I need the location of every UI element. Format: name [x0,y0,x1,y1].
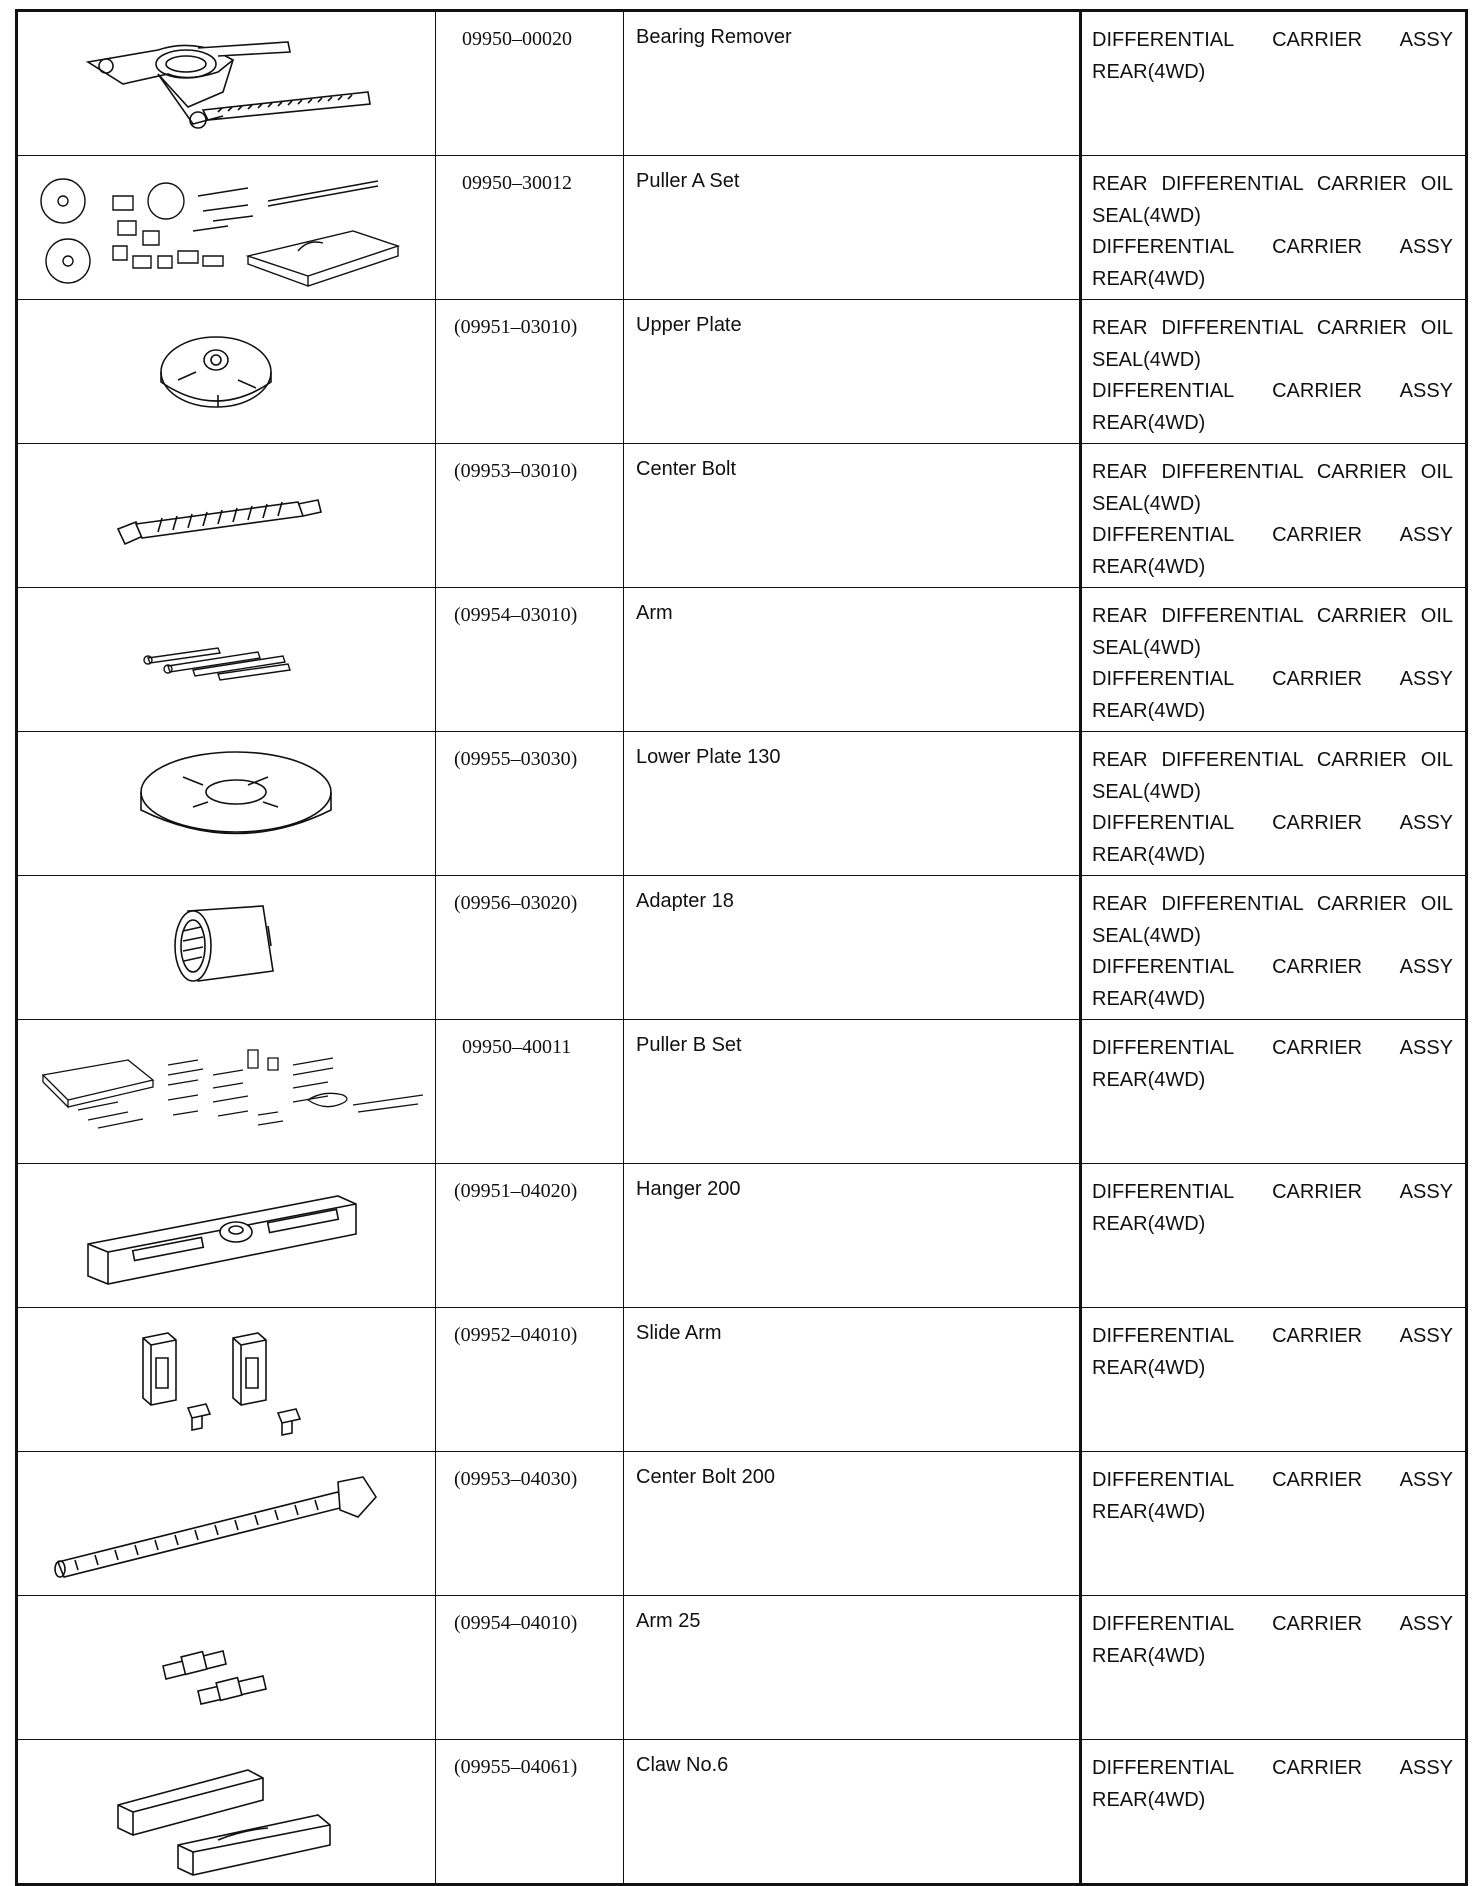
tool-row [17,588,1467,732]
puller-a-set-icon [18,156,435,299]
tool-name: Upper Plate [636,314,742,336]
usage-line: REAR(4WD) [1092,1068,1206,1091]
arm-25-icon [18,1596,435,1739]
part-number: 09950–00020 [462,28,572,50]
tool-illustration-cell [17,1164,436,1308]
special-service-tools-table [15,9,1468,1886]
tool-row [17,1596,1467,1740]
center-bolt-200-icon [18,1452,435,1595]
tool-name: Bearing Remover [636,26,792,48]
usage-line: DIFFERENTIAL CARRIER ASSY [1092,1757,1453,1779]
part-number: 09950–30012 [462,172,572,194]
tool-name-cell [624,11,1081,156]
tool-illustration-cell [17,1308,436,1452]
tool-row [17,732,1467,876]
claw-icon [18,1740,435,1883]
usage-line: REAR DIFFERENTIAL CARRIER OIL [1092,893,1453,915]
usage-line: DIFFERENTIAL CARRIER ASSY [1092,812,1453,834]
part-number-cell [436,876,624,1020]
tool-row [17,156,1467,300]
part-number-cell [436,1740,624,1885]
tool-illustration-cell [17,588,436,732]
tool-name: Arm 25 [636,1610,701,1632]
usage-cell [1081,444,1467,588]
tool-name-cell [624,876,1081,1020]
usage-line: REAR DIFFERENTIAL CARRIER OIL [1092,605,1453,627]
tool-row [17,300,1467,444]
usage-line: SEAL(4WD) [1092,348,1201,371]
tool-name-cell [624,588,1081,732]
center-bolt-icon [18,444,435,587]
usage-cell [1081,588,1467,732]
usage-line: REAR(4WD) [1092,843,1206,866]
usage-cell [1081,1596,1467,1740]
tool-illustration-cell [17,876,436,1020]
usage-line: REAR(4WD) [1092,1356,1206,1379]
usage-line: SEAL(4WD) [1092,204,1201,227]
part-number: (09955–04061) [454,1756,578,1778]
usage-line: DIFFERENTIAL CARRIER ASSY [1092,1469,1453,1491]
tool-illustration-cell [17,300,436,444]
part-number-cell [436,156,624,300]
usage-line: REAR DIFFERENTIAL CARRIER OIL [1092,317,1453,339]
tool-illustration-cell [17,11,436,156]
lower-plate-icon [18,732,435,875]
tool-row [17,1452,1467,1596]
usage-line: SEAL(4WD) [1092,492,1201,515]
adapter-icon [18,876,435,1019]
usage-cell [1081,300,1467,444]
tool-name-cell [624,732,1081,876]
tool-row [17,11,1467,156]
usage-line: DIFFERENTIAL CARRIER ASSY [1092,1613,1453,1635]
usage-cell [1081,11,1467,156]
tool-name-cell [624,156,1081,300]
usage-line: REAR DIFFERENTIAL CARRIER OIL [1092,461,1453,483]
tool-row [17,444,1467,588]
usage-line: REAR(4WD) [1092,1788,1206,1811]
usage-line: DIFFERENTIAL CARRIER ASSY [1092,1181,1453,1203]
part-number: (09954–03010) [454,604,578,626]
usage-line: DIFFERENTIAL CARRIER ASSY [1092,1325,1453,1347]
usage-line: DIFFERENTIAL CARRIER ASSY [1092,29,1453,51]
usage-line: DIFFERENTIAL CARRIER ASSY [1092,1037,1453,1059]
part-number: (09952–04010) [454,1324,578,1346]
tool-name-cell [624,1596,1081,1740]
part-number: (09951–03010) [454,316,578,338]
tool-name-cell [624,444,1081,588]
arm-icon [18,588,435,731]
part-number-cell [436,11,624,156]
slide-arm-icon [18,1308,435,1451]
tool-name-cell [624,300,1081,444]
tool-name-cell [624,1308,1081,1452]
tool-row [17,1164,1467,1308]
tool-row [17,1308,1467,1452]
usage-cell [1081,1740,1467,1885]
usage-line: REAR(4WD) [1092,60,1206,83]
usage-line: REAR(4WD) [1092,1212,1206,1235]
usage-line: REAR DIFFERENTIAL CARRIER OIL [1092,173,1453,195]
tool-illustration-cell [17,444,436,588]
tool-name: Lower Plate 130 [636,746,781,768]
usage-line: REAR(4WD) [1092,987,1206,1010]
usage-cell [1081,1020,1467,1164]
puller-b-set-icon [18,1020,435,1163]
tool-name-cell [624,1164,1081,1308]
tool-row [17,876,1467,1020]
part-number-cell [436,1308,624,1452]
tool-row [17,1020,1467,1164]
usage-cell [1081,876,1467,1020]
tool-illustration-cell [17,1596,436,1740]
part-number-cell [436,588,624,732]
part-number-cell [436,1020,624,1164]
usage-line: DIFFERENTIAL CARRIER ASSY [1092,524,1453,546]
usage-cell [1081,156,1467,300]
tool-illustration-cell [17,156,436,300]
tool-illustration-cell [17,1452,436,1596]
tool-name: Puller A Set [636,170,740,192]
usage-line: SEAL(4WD) [1092,924,1201,947]
bearing-remover-icon [18,12,435,155]
tool-row [17,1740,1467,1885]
usage-line: SEAL(4WD) [1092,780,1201,803]
tool-illustration-cell [17,732,436,876]
part-number-cell [436,1596,624,1740]
usage-line: REAR(4WD) [1092,411,1206,434]
usage-line: DIFFERENTIAL CARRIER ASSY [1092,380,1453,402]
part-number: (09955–03030) [454,748,578,770]
part-number: 09950–40011 [462,1036,572,1058]
tool-illustration-cell [17,1740,436,1885]
part-number: (09956–03020) [454,892,578,914]
usage-line: REAR(4WD) [1092,267,1206,290]
tool-name: Puller B Set [636,1034,742,1056]
usage-line: REAR DIFFERENTIAL CARRIER OIL [1092,749,1453,771]
tool-name: Center Bolt [636,458,737,480]
part-number-cell [436,300,624,444]
usage-cell [1081,1452,1467,1596]
tool-name: Hanger 200 [636,1178,741,1200]
part-number: (09951–04020) [454,1180,578,1202]
part-number-cell [436,732,624,876]
usage-line: DIFFERENTIAL CARRIER ASSY [1092,956,1453,978]
usage-line: REAR(4WD) [1092,1644,1206,1667]
part-number-cell [436,1452,624,1596]
part-number-cell [436,444,624,588]
part-number: (09953–03010) [454,460,578,482]
part-number: (09954–04010) [454,1612,578,1634]
part-number: (09953–04030) [454,1468,578,1490]
usage-cell [1081,732,1467,876]
tool-name-cell [624,1020,1081,1164]
tool-name: Arm [636,602,673,624]
tool-name-cell [624,1452,1081,1596]
part-number-cell [436,1164,624,1308]
usage-line: REAR(4WD) [1092,555,1206,578]
usage-line: REAR(4WD) [1092,699,1206,722]
tool-name: Adapter 18 [636,890,734,912]
hanger-icon [18,1164,435,1307]
tool-name: Claw No.6 [636,1754,729,1776]
usage-line: DIFFERENTIAL CARRIER ASSY [1092,236,1453,258]
tool-name: Center Bolt 200 [636,1466,775,1488]
usage-line: SEAL(4WD) [1092,636,1201,659]
usage-line: REAR(4WD) [1092,1500,1206,1523]
upper-plate-icon [18,300,435,443]
tool-name: Slide Arm [636,1322,722,1344]
usage-line: DIFFERENTIAL CARRIER ASSY [1092,668,1453,690]
usage-cell [1081,1164,1467,1308]
tool-illustration-cell [17,1020,436,1164]
tool-name-cell [624,1740,1081,1885]
usage-cell [1081,1308,1467,1452]
